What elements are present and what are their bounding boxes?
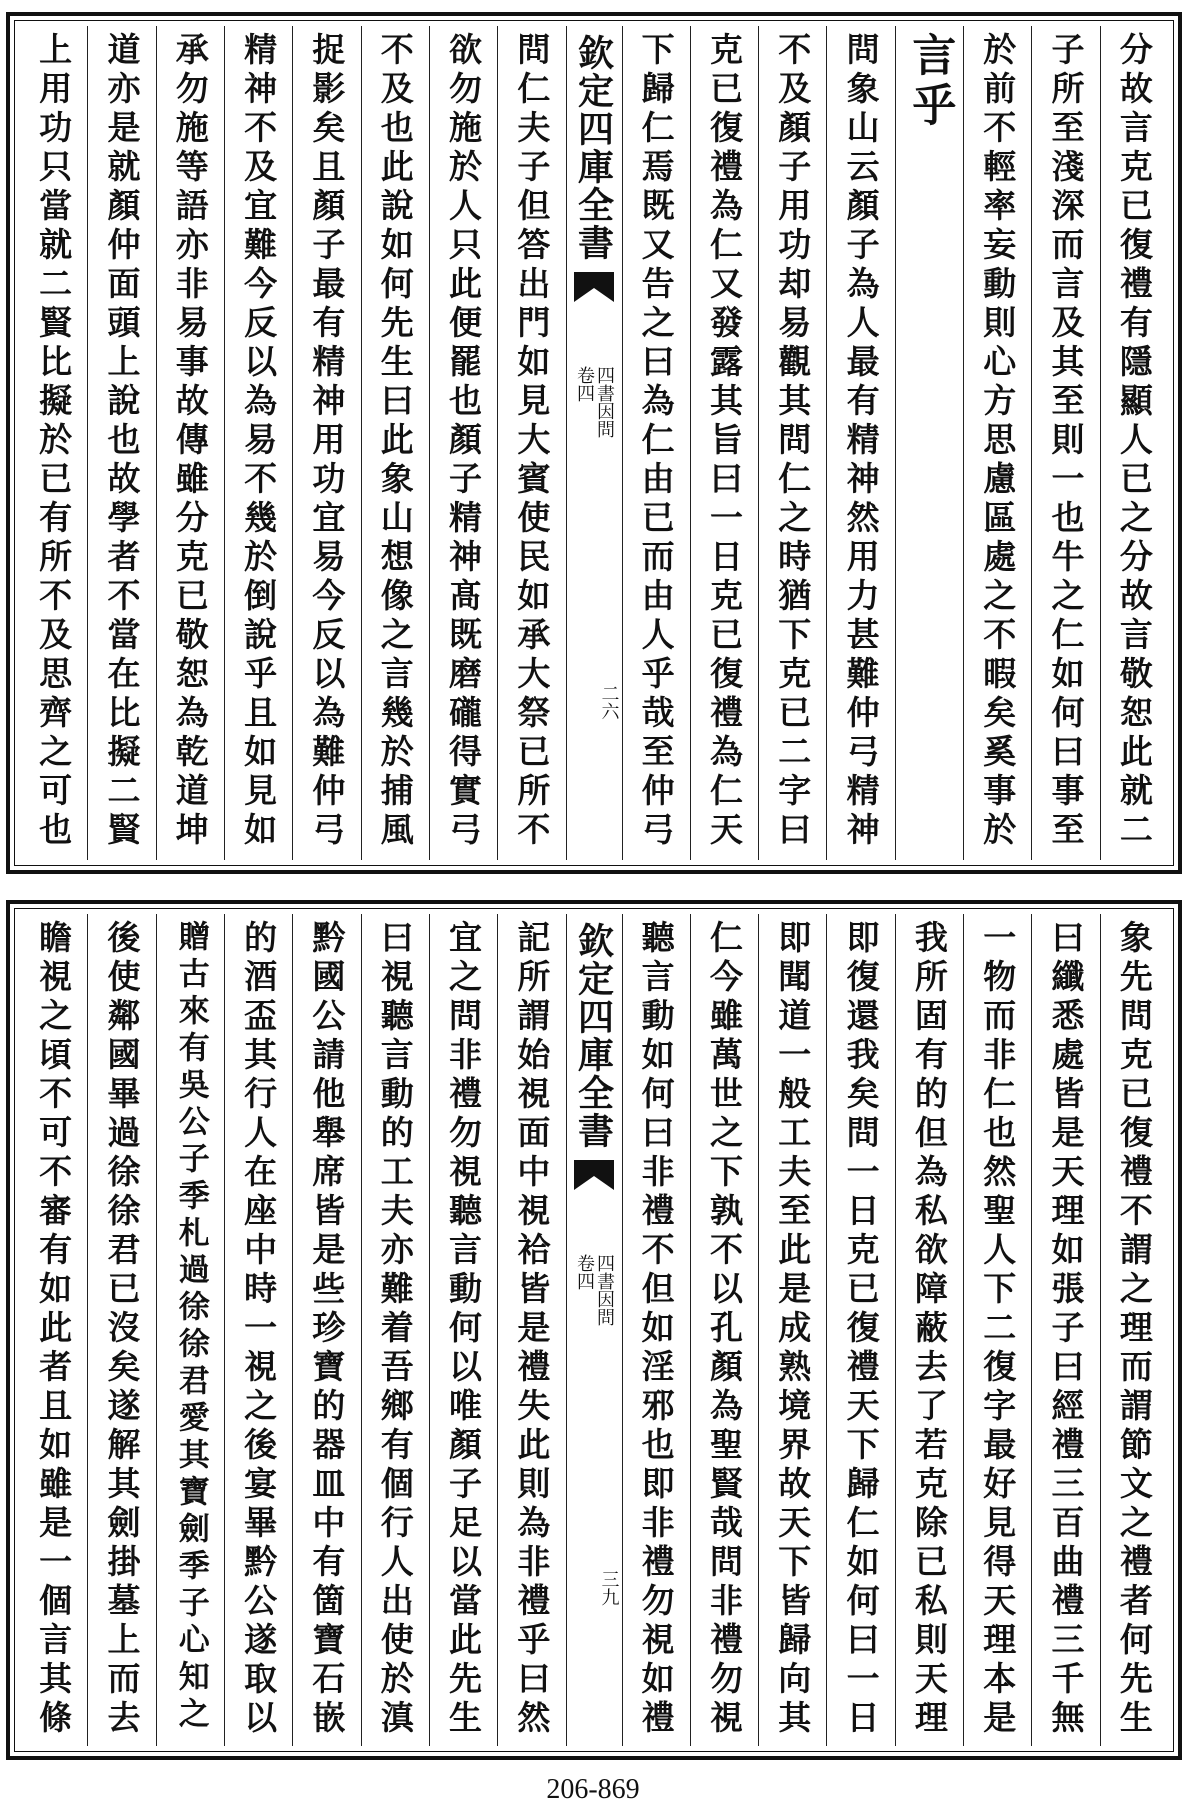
text-column — [895, 914, 963, 1746]
fish-tail-mark-icon — [574, 1160, 614, 1196]
column-text: 欲勿施於人只此便罷也顏子精神髙既磨礲得實弓 — [444, 32, 484, 851]
column-text: 捉影矣且顏子最有精神用功宜易今反以為難仲弓 — [307, 32, 347, 851]
column-text: 即聞道一般工夫至此是成熟境界故天下皆歸向其 — [773, 920, 813, 1739]
banxin-book: 四書因問 — [594, 1254, 615, 1326]
text-column — [497, 26, 565, 860]
bottom-columns — [20, 914, 1168, 1746]
text-column — [895, 26, 963, 860]
text-column — [1100, 26, 1168, 860]
text-column — [429, 914, 497, 1746]
column-text: 精神不及宜難今反以為易不幾於倒說乎且如見如 — [239, 32, 279, 851]
text-column — [361, 26, 429, 860]
text-column — [292, 914, 360, 1746]
column-text: 不及顏子用功却易觀其問仁之時猶下克已二字曰 — [773, 32, 813, 851]
text-column — [87, 26, 155, 860]
banxin-leaf-number: 三九 — [598, 1570, 620, 1606]
banxin-subtitle — [571, 366, 618, 438]
bottom-page — [6, 900, 1182, 1760]
text-column — [1031, 26, 1099, 860]
column-text: 問仁夫子但答出門如見大賓使民如承大祭已所不 — [512, 32, 552, 851]
column-text: 後使鄰國畢過徐徐君已沒矣遂解其劍掛墓上而去 — [102, 920, 142, 1739]
text-column — [826, 26, 894, 860]
column-text: 聽言動如何曰非禮不但如淫邪也即非禮勿視如禮 — [636, 920, 676, 1739]
text-column — [963, 914, 1031, 1746]
text-column — [497, 914, 565, 1746]
text-column — [20, 26, 87, 860]
column-text: 於前不輕率妄動則心方思慮區處之不暇矣奚事於 — [978, 32, 1018, 851]
column-text: 下歸仁焉既又告之曰為仁由已而由人乎哉至仲弓 — [636, 32, 676, 851]
banxin-leaf-number: 二六 — [598, 684, 620, 720]
banxin-volume: 卷四 — [574, 366, 595, 402]
text-column — [292, 26, 360, 860]
top-columns — [20, 26, 1168, 860]
column-text: 黔國公請他舉席皆是些珍寶的器皿中有箇寶石嵌 — [307, 920, 347, 1739]
banxin-center-column — [566, 914, 622, 1746]
banxin-title: 欽定四庫全書 — [572, 922, 615, 1150]
text-column — [826, 914, 894, 1746]
text-column — [622, 914, 690, 1746]
text-column — [963, 26, 1031, 860]
text-column — [758, 914, 826, 1746]
text-column — [224, 914, 292, 1746]
banxin-center-column — [566, 26, 622, 860]
text-column — [361, 914, 429, 1746]
column-text: 克已復禮為仁又發露其旨曰一日克已復禮為仁天 — [704, 32, 744, 851]
column-text: 子所至淺深而言及其至則一也牛之仁如何曰事至 — [1046, 32, 1086, 851]
column-text: 曰纖悉處皆是天理如張子曰經禮三百曲禮三千無 — [1046, 920, 1086, 1739]
column-text: 贈古來有吳公子季札過徐徐君愛其寶劍季子心知之 — [172, 920, 209, 1734]
column-text: 不及也此說如何先生曰此象山想像之言幾於捕風 — [375, 32, 415, 851]
column-text: 的酒盃其行人在座中時一視之後宴畢黔公遂取以 — [239, 920, 279, 1739]
text-column — [156, 26, 224, 860]
column-text: 道亦是就顏仲面頭上說也故學者不當在比擬二賢 — [102, 32, 142, 851]
column-text: 象先問克已復禮不謂之理而謂節文之禮者何先生 — [1114, 920, 1154, 1739]
text-column — [1031, 914, 1099, 1746]
text-column — [690, 26, 758, 860]
column-text: 我所固有的但為私欲障蔽去了若克除已私則天理 — [909, 920, 949, 1739]
text-column — [224, 26, 292, 860]
text-column — [20, 914, 87, 1746]
banxin-book: 四書因問 — [594, 366, 615, 438]
text-column — [622, 26, 690, 860]
column-text: 記所謂始視面中視袷皆是禮失此則為非禮乎曰然 — [512, 920, 552, 1739]
page-number: 206-869 — [546, 1774, 640, 1805]
text-column — [429, 26, 497, 860]
text-column — [1100, 914, 1168, 1746]
column-text: 宜之問非禮勿視聽言動何以唯顏子足以當此先生 — [444, 920, 484, 1739]
column-text: 言乎 — [904, 32, 956, 132]
banxin-subtitle — [571, 1254, 618, 1326]
text-column — [690, 914, 758, 1746]
column-text: 承勿施等語亦非易事故傳雖分克已敬恕為乾道坤 — [170, 32, 210, 851]
text-column — [87, 914, 155, 1746]
fish-tail-mark-icon — [574, 272, 614, 308]
text-column — [156, 914, 224, 1746]
text-column — [758, 26, 826, 860]
column-text: 上用功只當就二賢比擬於已有所不及思齊之可也 — [34, 32, 74, 851]
banxin-volume: 卷四 — [574, 1254, 595, 1290]
column-text: 一物而非仁也然聖人下二復字最好見得天理本是 — [978, 920, 1018, 1739]
column-text: 曰視聽言動的工夫亦難着吾鄉有個行人出使於滇 — [375, 920, 415, 1739]
banxin-title: 欽定四庫全書 — [572, 34, 615, 262]
column-text: 分故言克已復禮有隱顯人已之分故言敬恕此就二 — [1114, 32, 1154, 851]
top-page — [6, 12, 1182, 874]
column-text: 即復還我矣問一日克已復禮天下歸仁如何曰一日 — [841, 920, 881, 1739]
column-text: 瞻視之頃不可不審有如此者且如雖是一個言其條 — [34, 920, 74, 1739]
column-text: 仁今雖萬世之下孰不以孔顏為聖賢哉問非禮勿視 — [704, 920, 744, 1739]
column-text: 問象山云顏子為人最有精神然用力甚難仲弓精神 — [841, 32, 881, 851]
